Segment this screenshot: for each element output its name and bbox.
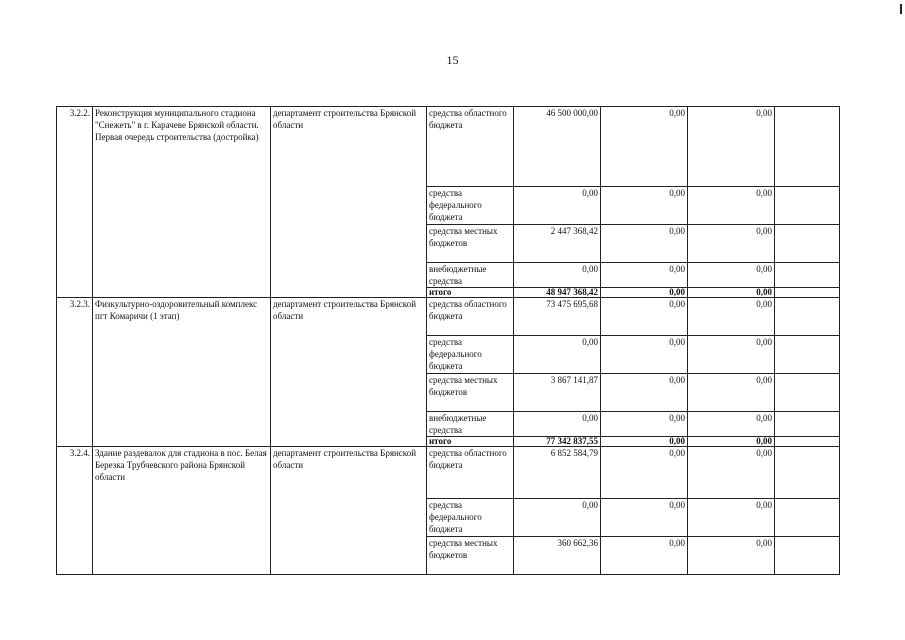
empty-cell xyxy=(775,225,840,263)
amount-3: 0,00 xyxy=(688,187,775,225)
amount-1: 48 947 368,42 xyxy=(514,288,601,298)
amount-1: 0,00 xyxy=(514,499,601,537)
amount-1: 360 662,36 xyxy=(514,537,601,575)
funding-row xyxy=(57,447,840,499)
amount-3: 0,00 xyxy=(688,336,775,374)
empty-cell xyxy=(775,437,840,447)
page-number: 15 xyxy=(446,53,459,67)
amount-2: 0,00 xyxy=(601,437,688,447)
amount-3: 0,00 xyxy=(688,225,775,263)
project-department: департамент строительства Брянской области xyxy=(271,298,427,447)
project-department: департамент строительства Брянской области xyxy=(271,447,427,575)
funding-source: итого xyxy=(427,437,514,447)
funding-source: внебюджетные средства xyxy=(427,263,514,288)
scan-edge-mark xyxy=(900,4,902,14)
amount-3: 0,00 xyxy=(688,437,775,447)
funding-source: средства областного бюджета xyxy=(427,107,514,187)
amount-2: 0,00 xyxy=(601,263,688,288)
funding-source: итого xyxy=(427,288,514,298)
amount-1: 0,00 xyxy=(514,187,601,225)
funding-source: средства федерального бюджета xyxy=(427,336,514,374)
amount-1: 0,00 xyxy=(514,263,601,288)
project-code: 3.2.3. xyxy=(57,298,93,447)
empty-cell xyxy=(775,412,840,437)
empty-cell xyxy=(775,336,840,374)
amount-3: 0,00 xyxy=(688,263,775,288)
funding-source: средства областного бюджета xyxy=(427,298,514,336)
amount-1: 6 852 584,79 xyxy=(514,447,601,499)
amount-2: 0,00 xyxy=(601,412,688,437)
amount-2: 0,00 xyxy=(601,288,688,298)
amount-1: 2 447 368,42 xyxy=(514,225,601,263)
empty-cell xyxy=(775,537,840,575)
amount-3: 0,00 xyxy=(688,298,775,336)
amount-3: 0,00 xyxy=(688,288,775,298)
amount-3: 0,00 xyxy=(688,499,775,537)
empty-cell xyxy=(775,107,840,187)
project-name: Здание раздевалок для стадиона в пос. Белая Березка Трубчевского района Брянской области xyxy=(93,447,271,575)
amount-2: 0,00 xyxy=(601,537,688,575)
project-name: Физкультурно-оздоровительный комплекс пгт Комаричи (1 этап) xyxy=(93,298,271,447)
amount-2: 0,00 xyxy=(601,336,688,374)
amount-1: 3 867 141,87 xyxy=(514,374,601,412)
funding-row xyxy=(57,107,840,187)
empty-cell xyxy=(775,447,840,499)
funding-source: средства местных бюджетов xyxy=(427,374,514,412)
amount-1: 46 500 000,00 xyxy=(514,107,601,187)
funding-source: средства местных бюджетов xyxy=(427,225,514,263)
amount-3: 0,00 xyxy=(688,537,775,575)
amount-1: 0,00 xyxy=(514,336,601,374)
empty-cell xyxy=(775,499,840,537)
funding-row xyxy=(57,298,840,336)
amount-2: 0,00 xyxy=(601,187,688,225)
funding-source: внебюджетные средства xyxy=(427,412,514,437)
empty-cell xyxy=(775,187,840,225)
amount-1: 0,00 xyxy=(514,412,601,437)
empty-cell xyxy=(775,374,840,412)
project-name: Реконструкция муниципального стадиона "Снежеть" в г. Карачеве Брянской области. Первая очередь строительства (достройка) xyxy=(93,107,271,298)
amount-3: 0,00 xyxy=(688,374,775,412)
project-department: департамент строительства Брянской области xyxy=(271,107,427,298)
empty-cell xyxy=(775,263,840,288)
project-code: 3.2.4. xyxy=(57,447,93,575)
funding-source: средства федерального бюджета xyxy=(427,187,514,225)
amount-2: 0,00 xyxy=(601,374,688,412)
amount-3: 0,00 xyxy=(688,447,775,499)
funding-source: средства местных бюджетов xyxy=(427,537,514,575)
empty-cell xyxy=(775,288,840,298)
funding-source: средства федерального бюджета xyxy=(427,499,514,537)
empty-cell xyxy=(775,298,840,336)
amount-3: 0,00 xyxy=(688,412,775,437)
project-code: 3.2.2. xyxy=(57,107,93,298)
budget-table xyxy=(56,106,840,575)
funding-source: средства областного бюджета xyxy=(427,447,514,499)
amount-2: 0,00 xyxy=(601,447,688,499)
amount-3: 0,00 xyxy=(688,107,775,187)
amount-1: 77 342 837,55 xyxy=(514,437,601,447)
amount-2: 0,00 xyxy=(601,298,688,336)
amount-2: 0,00 xyxy=(601,225,688,263)
amount-1: 73 475 695,68 xyxy=(514,298,601,336)
amount-2: 0,00 xyxy=(601,107,688,187)
amount-2: 0,00 xyxy=(601,499,688,537)
